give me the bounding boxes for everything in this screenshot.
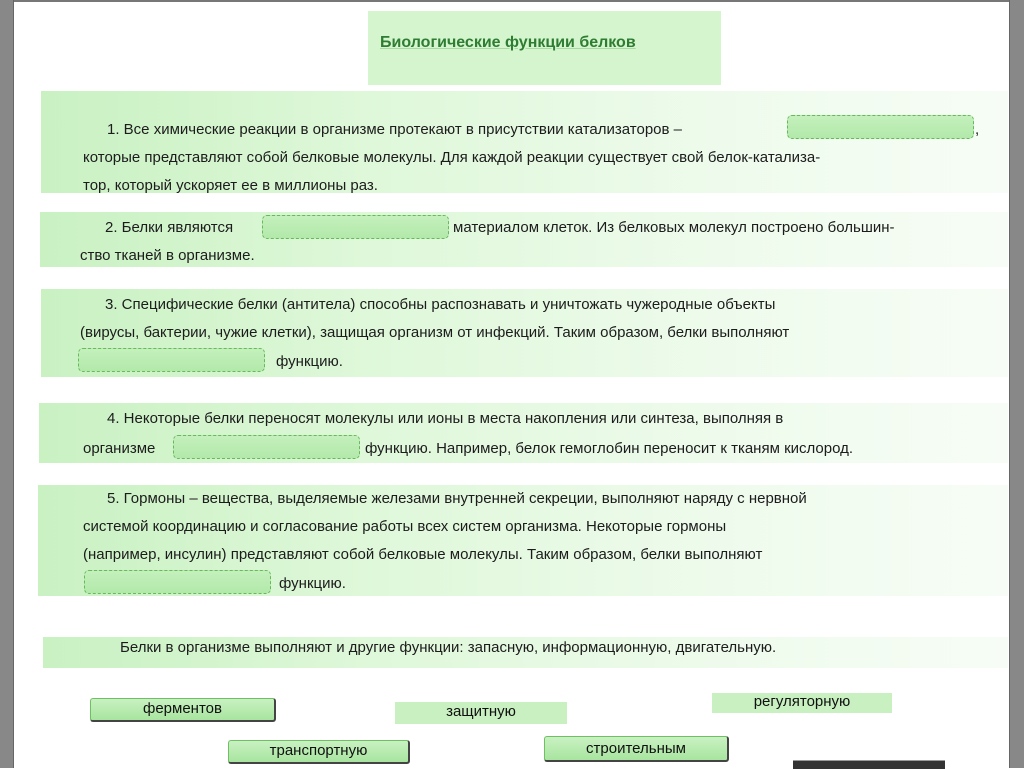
paragraph-2-line-1a: 2. Белки являются — [105, 219, 234, 236]
paragraph-5-line-4: функцию. — [279, 575, 346, 592]
paragraph-5-line-1: 5. Гормоны – вещества, выделяемые железами внутренней секреции, выполняют наряду с нервной — [107, 490, 807, 507]
answer-slot-3[interactable] — [78, 348, 265, 372]
paragraph-3-line-2: (вирусы, бактерии, чужие клетки), защищая организм от инфекций. Таким образом, белки выполняют — [80, 324, 790, 341]
window-right-border — [1009, 0, 1024, 768]
paragraph-1-line-2: которые представляют собой белковые молекулы. Для каждой реакции существует свой белок-катализа- — [83, 149, 821, 166]
paragraph-4-line-2b: функцию. Например, белок гемоглобин переносит к тканям кислород. — [365, 440, 854, 457]
answer-slot-2[interactable] — [262, 215, 449, 239]
paragraph-5-line-3: (например, инсулин) представляют собой белковые молекулы. Таким образом, белки выполняют — [83, 546, 763, 563]
option-protective[interactable]: защитную — [395, 702, 567, 724]
paragraph-4-line-1: 4. Некоторые белки переносят молекулы или ионы в места накопления или синтеза, выполняя в — [107, 410, 784, 427]
option-regulatory[interactable]: регуляторную — [712, 693, 892, 713]
paragraph-1-line-1: 1. Все химические реакции в организме протекают в присутствии катализаторов – — [107, 121, 682, 138]
page-title: Биологические функции белков — [380, 34, 636, 51]
paragraph-1-line-3: тор, который ускоряет ее в миллионы раз. — [83, 177, 378, 194]
option-structural[interactable]: строительным — [544, 736, 729, 762]
summary-text: Белки в организме выполняют и другие функции: запасную, информационную, двигательную. — [120, 639, 777, 656]
answer-slot-5[interactable] — [84, 570, 271, 594]
paragraph-2-line-2: ство тканей в организме. — [80, 247, 255, 264]
window-top-border — [0, 0, 1024, 2]
answer-slot-4[interactable] — [173, 435, 360, 459]
option-transport[interactable]: транспортную — [228, 740, 410, 764]
paragraph-3-line-1: 3. Специфические белки (антитела) способны распознавать и уничтожать чужеродные объекты — [105, 296, 776, 313]
paragraph-3-line-3: функцию. — [276, 353, 343, 370]
answer-slot-1[interactable] — [787, 115, 974, 139]
option-enzymes[interactable]: ферментов — [90, 698, 276, 722]
paragraph-5-line-2: системой координацию и согласование работы всех систем организма. Некоторые гормоны — [83, 518, 727, 535]
paragraph-1-comma: , — [975, 121, 980, 138]
paragraph-4-line-2a: организме — [83, 440, 156, 457]
window-left-border — [0, 0, 14, 768]
paragraph-2-line-1b: материалом клеток. Из белковых молекул построено большин- — [453, 219, 895, 236]
